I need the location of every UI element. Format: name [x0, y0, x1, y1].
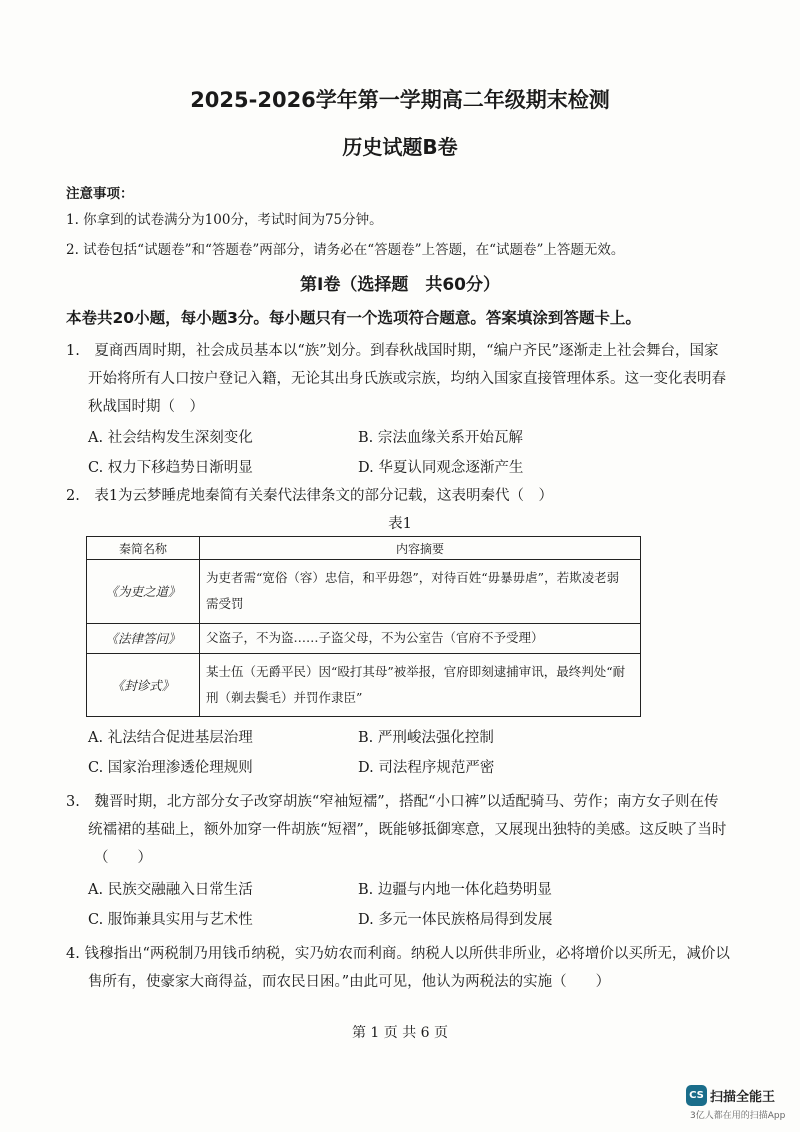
- q2-option-a: A. 礼法结合促进基层治理: [88, 730, 253, 746]
- notes-heading: 注意事项：: [66, 186, 134, 202]
- table-cell-content: [200, 653, 641, 717]
- q1-line-3: 秋战国时期（ ）: [88, 399, 204, 415]
- cell-line: 刑（剃去鬓毛）并罚作隶臣”: [206, 689, 363, 705]
- cell-line: 某士伍（无爵平民）因“殴打其母”被举报，官府即刻逮捕审讯，最终判处“耐: [206, 663, 626, 679]
- q3-option-b: B. 边疆与内地一体化趋势明显: [358, 882, 552, 898]
- q3-option-a: A. 民族交融融入日常生活: [88, 882, 253, 898]
- note-item-2: 2. 试卷包括“试题卷”和“答题卷”两部分，请务必在“答题卷”上答题，在“试题卷”上答题无效。: [66, 242, 625, 258]
- table-cell-content: [200, 623, 641, 653]
- law-table: [86, 536, 641, 717]
- exam-title: 2025-2026学年第一学期高二年级期末检测: [190, 88, 610, 112]
- table-row: [87, 560, 641, 624]
- table-header-content: 内容摘要: [200, 537, 641, 560]
- q2-option-b: B. 严刑峻法强化控制: [358, 730, 494, 746]
- q3-line-1: 3. 魏晋时期，北方部分女子改穿胡族“窄袖短襦”，搭配“小口裤”以适配骑马、劳作；南方女子则在传: [66, 794, 719, 810]
- watermark-app-name: 扫描全能王: [710, 1090, 776, 1105]
- q3-option-c: C. 服饰兼具实用与艺术性: [88, 912, 253, 928]
- q4-line-1: 4. 钱穆指出“两税制乃用钱币纳税，实乃妨农而利商。纳税人以所供非所业，必将增价以买所无，减价以: [66, 946, 730, 962]
- table-row: [87, 623, 641, 653]
- q1-option-a: A. 社会结构发生深刻变化: [88, 430, 253, 446]
- table-caption: 表1: [388, 516, 412, 532]
- exam-subtitle: 历史试题B卷: [342, 135, 458, 159]
- section-instructions: 本卷共20小题，每小题3分。每小题只有一个选项符合题意。答案填涂到答题卡上。: [66, 309, 641, 327]
- q1-line-1: 1. 夏商西周时期，社会成员基本以“族”划分。到春秋战国时期，“编户齐民”逐渐走上社会舞台，国家: [66, 343, 719, 359]
- q1-option-c: C. 权力下移趋势日渐明显: [88, 460, 253, 476]
- table-cell-content: [200, 560, 641, 624]
- cell-line: 父盗子，不为盗……子盗父母，不为公室告（官府不予受理）: [206, 630, 544, 645]
- table-cell-name: 《封诊式》: [87, 653, 200, 717]
- q1-line-2: 开始将所有人口按户登记入籍，无论其出身氏族或宗族，均纳入国家直接管理体系。这一变化表明春: [88, 371, 726, 387]
- section-title: 第Ⅰ卷（选择题 共60分）: [300, 275, 500, 295]
- q2-option-c: C. 国家治理渗透伦理规则: [88, 760, 253, 776]
- page-number: 第 1 页 共 6 页: [351, 1025, 449, 1041]
- watermark-tagline: 3亿人都在用的扫描App: [690, 1111, 786, 1121]
- table-row: [87, 653, 641, 717]
- camscanner-logo-icon: CS: [686, 1085, 707, 1106]
- cell-line: 为吏者需“宽俗（容）忠信，和平毋怨”，对待百姓“毋暴毋虐”，若欺凌老弱: [206, 570, 620, 586]
- q3-line-2: 统襦裙的基础上，额外加穿一件胡族“短褶”，既能够抵御寒意，又展现出独特的美感。这反映了当时: [88, 822, 727, 838]
- q3-option-d: D. 多元一体民族格局得到发展: [358, 912, 553, 928]
- table-cell-name: 《法律答问》: [87, 623, 200, 653]
- q1-option-d: D. 华夏认同观念逐渐产生: [358, 460, 524, 476]
- table-header-name: 秦简名称: [87, 537, 200, 560]
- q2-option-d: D. 司法程序规范严密: [358, 760, 495, 776]
- q1-option-b: B. 宗法血缘关系开始瓦解: [358, 430, 523, 446]
- q2-stem: 2. 表1为云梦睡虎地秦简有关秦代法律条文的部分记载，这表明秦代（ ）: [66, 488, 554, 504]
- table-header-row: [87, 537, 641, 560]
- q3-line-3: （ ）: [94, 850, 152, 866]
- q4-line-2: 售所有，使豪家大商得益，而农民日困。”由此可见，他认为两税法的实施（ ）: [88, 974, 611, 990]
- cell-line: 需受罚: [206, 596, 244, 612]
- table-cell-name: 《为吏之道》: [87, 560, 200, 624]
- note-item-1: 1. 你拿到的试卷满分为100分，考试时间为75分钟。: [66, 212, 383, 228]
